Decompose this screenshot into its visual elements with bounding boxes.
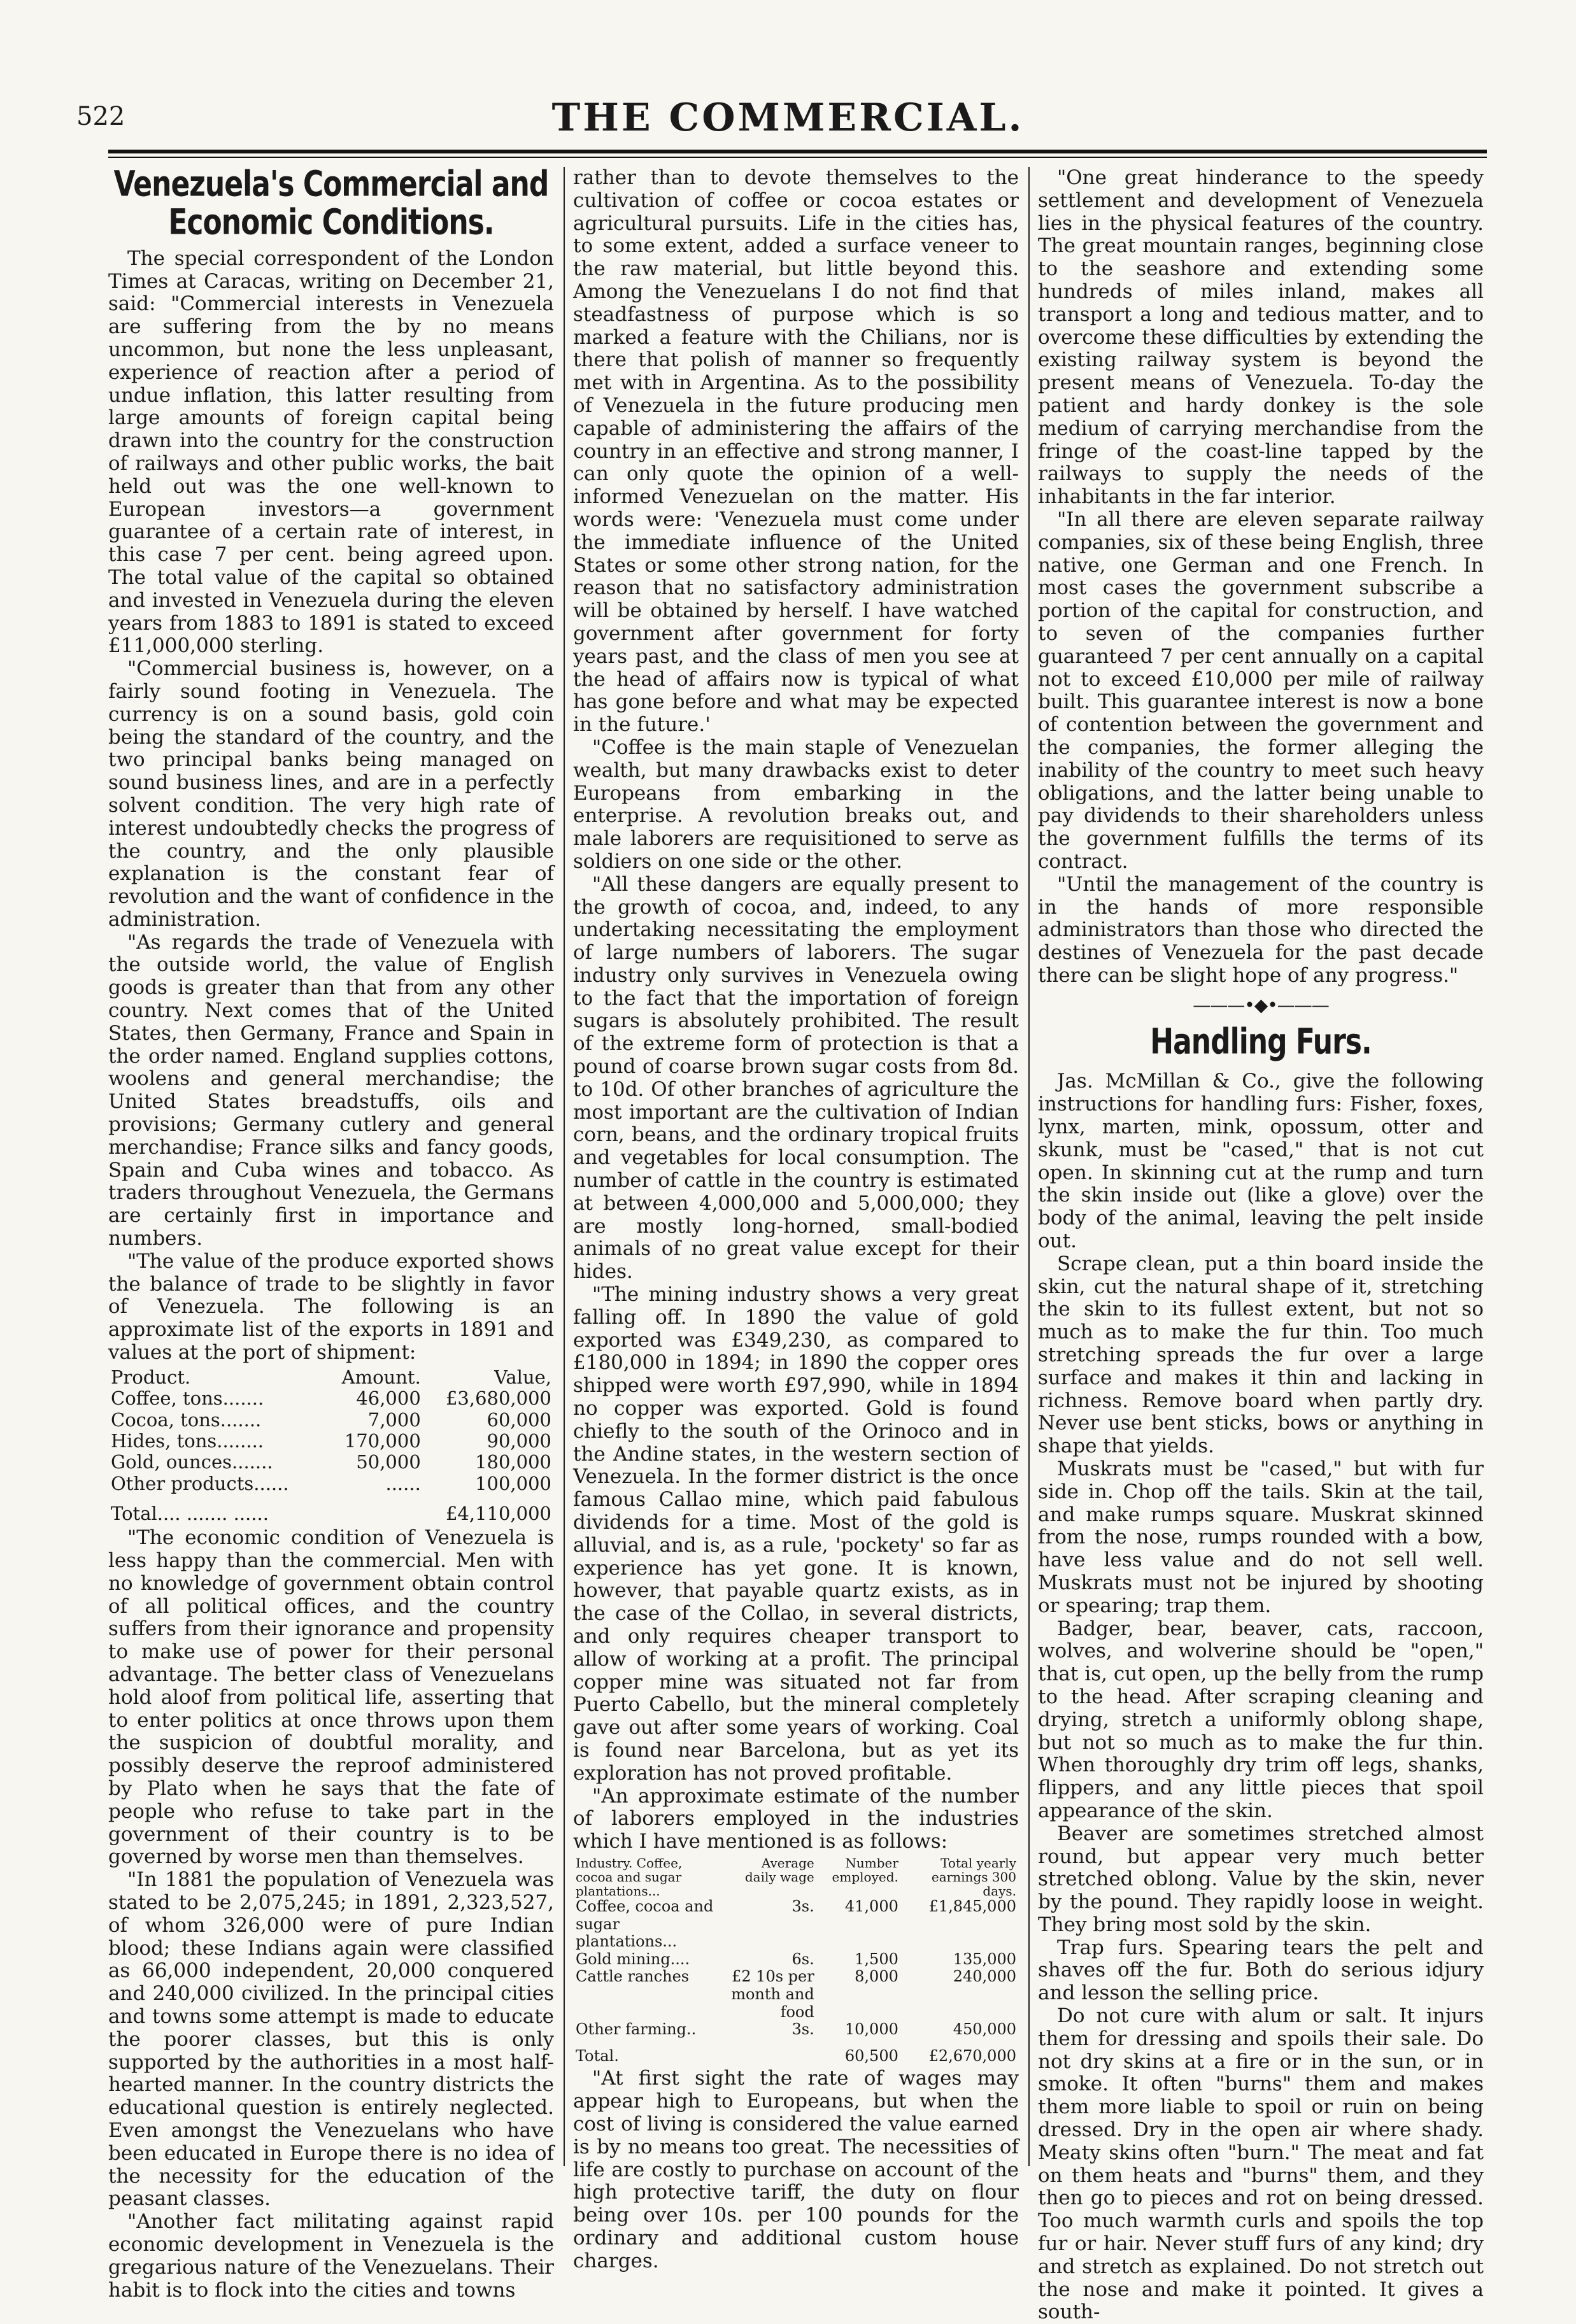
paragraph: Trap furs. Spearing tears the pelt and shaves off the fur. Both do serious idjury and lesson the selling price.: [1038, 1936, 1484, 2005]
table-cell: Hides, tons........: [111, 1429, 264, 1452]
table-cell: £3,680,000: [445, 1387, 551, 1410]
exports-table: [108, 1367, 554, 1524]
table-cell: Gold, ounces.......: [111, 1451, 273, 1473]
table-header-row: [573, 1856, 1019, 1898]
table-cell: [725, 2039, 817, 2065]
table-cell: [324, 1494, 423, 1524]
table-cell: 41,000: [844, 1897, 898, 1915]
table-cell: ......: [385, 1472, 421, 1494]
paragraph: "The mining industry shows a very great falling off. In 1890 the value of gold exported was £349,230, as compared to £180,000 in 1894; in 1890 the copper ores shipped were worth £97,990, while in 1894 no copper was exported. Gold is found chiefly to the south of the Orinoco and in the Andine states, in the western section of Venezuela. In the former district is the once famous Callao mine, which paid fabulous dividends for a time. Most of the gold is alluvial, and is, as a rule, 'pockety' so far as experience has yet gone. It is known, however, that payable quartz exists, as in the case of the Collao, in several districts, and only requires cheaper transport to allow of working at a profit. The principal copper mine was situated not far from Puerto Cabello, but the mineral completely gave out after some years of working. Coal is found near Barcelona, but as yet its exploration has not proved profitable.: [573, 1283, 1019, 1785]
section-divider-ornament: ———•◆•———: [1193, 994, 1329, 1016]
paragraph: "In 1881 the population of Venezuela was stated to be 2,075,245; in 1891, 2,323,527, of whom 326,000 were of pure Indian blood; these Indians again were classified as 66,000 independent, 20,000 conquered and 240,000 civilized. In the principal cities and towns some attempt is made to educate the poorer classes, but this is only supported by the authorities in a most half-hearted manner. In the country districts the educational question is entirely neglected. Even amongst the Venezuelans who have been educated in Europe there is no idea of the necessity for the education of the peasant classes.: [108, 1868, 554, 2211]
table-header: Value,: [494, 1366, 551, 1388]
table-header: Amount.: [341, 1366, 421, 1388]
table-cell: Gold mining....: [576, 1950, 690, 1968]
table-header: Number employed.: [832, 1855, 898, 1885]
table-cell: 135,000: [953, 1950, 1016, 1968]
table-header: Total yearly earnings 300 days.: [931, 1855, 1016, 1899]
paragraph: "All these dangers are equally present to the growth of cocoa, and, indeed, to any undertaking necessitating the employment of large numbers of laborers. The sugar industry only survives in Venezuela owing to the fact that the importation of foreign sugars is absolutely prohibited. The result of the extreme form of protection is that a pound of coarse brown sugar costs from 8d. to 10d. Of other branches of agriculture the most important are the cultivation of Indian corn, beans, and the ordinary tropical fruits and vegetables for local consumption. The number of cattle in the country is estimated at between 4,000,000 and 5,000,000; they are mostly long-horned, small-bodied animals of no great value except for their hides.: [573, 872, 1019, 1284]
table-cell: 3s.: [792, 2020, 814, 2039]
table-cell: £1,845,000: [928, 1897, 1016, 1915]
paragraph: Muskrats must be "cased," but with fur side in. Chop off the tails. Skin at the tail, and make rumps square. Muskrat skinned from the nose, rumps rounded with a bow, have less value and do not sell well. Muskrats must not be injured by shooting or spearing; trap them.: [1038, 1457, 1484, 1617]
paragraph: rather than to devote themselves to the cultivation of coffee or cocoa estates or agricultural pursuits. Life in the cities has, to some extent, added a surface veneer to the raw material, but little beyond this. Among the Venezuelans I do not find that steadfastness of purpose which is so marked a feature with the Chilians, nor is there that polish of manner so frequently met with in Argentina. As to the possibility of Venezuela in the future producing men capable of administering the affairs of the country in an effective and strong manner, I can only quote the opinion of a well-informed Venezuelan on the matter. His words were: 'Venezuela must come under the immediate influence of the United States or some other strong nation, for the reason that no satisfactory administration will be obtained by herself. I have watched government after government for forty years past, and the class of men you see at the head of affairs now is typical of what has gone before and what may be expected in the future.': [573, 166, 1019, 737]
table-cell: Total.: [576, 2046, 619, 2065]
page-number: 522: [76, 102, 125, 131]
table-cell: 60,000: [486, 1408, 551, 1431]
table-cell: 60,500: [844, 2046, 898, 2065]
paragraph: The special correspondent of the London Times at Caracas, writing on December 21, said: "Commercial interests in Venezuela are suffering from the by no means uncommon, but none the less unpleasant, experience of reaction after a period of undue inflation, this latter resulting from large amounts of foreign capital being drawn into the country for the construction of railways and other public works, the bait held out was the one well-known to European investors—a government guarantee of a certain rate of interest, in this case 7 per cent. being agreed upon. The total value of the capital so obtained and invested in Venezuela during the eleven years from 1883 to 1891 is stated to exceed £11,000,000 sterling.: [108, 246, 554, 658]
page-header: [0, 0, 1576, 153]
paragraph: Scrape clean, put a thin board inside the skin, cut the natural shape of it, stretching the skin to its fullest extent, but not so much as to make the fur thin. Too much stretching spreads the fur over a large surface and makes it thin and lacking in richness. Remove board when partly dry. Never use bent sticks, bows or anything in shape that yields.: [1038, 1252, 1484, 1458]
paragraph: "An approximate estimate of the number of laborers employed in the industries which I have mentioned is as follows:: [573, 1784, 1019, 1853]
column-3: [1038, 166, 1484, 2324]
article-title-furs: Handling Furs.: [1150, 1021, 1372, 1063]
article-title-venezuela: Venezuela's Commercial and Economic Conditions.: [113, 164, 549, 243]
table-cell: Coffee, cocoa and sugar plantations...: [576, 1897, 714, 1951]
table-cell: 180,000: [475, 1451, 551, 1473]
paragraph: "Another fact militating against rapid economic development in Venezuela is the gregarious nature of the Venezuelans. Their habit is to flock into the cities and towns: [108, 2210, 554, 2302]
table-header: Average daily wage: [744, 1855, 814, 1885]
column-divider: [564, 167, 565, 2166]
labor-table: [573, 1856, 1019, 2065]
table-cell: 8,000: [855, 1967, 898, 1986]
table-cell: 100,000: [475, 1472, 551, 1494]
table-cell: 240,000: [953, 1967, 1016, 1986]
table-row: [108, 1388, 554, 1409]
table-cell: Other farming..: [576, 2020, 697, 2039]
header-rule: [108, 150, 1487, 153]
table-row: [573, 1968, 1019, 2021]
column-1: [108, 164, 554, 2302]
masthead: THE COMMERCIAL.: [551, 96, 1025, 140]
paragraph: "The value of the produce exported shows the balance of trade to be slightly in favor of Venezuela. The following is an approximate list of the exports in 1891 and values at the port of shipment:: [108, 1249, 554, 1364]
paragraph: "At first sight the rate of wages may appear high to Europeans, but when the cost of living is considered the value earned is by no means too great. The necessities of life are costly to purchase on account of the high protective tariff, the duty on flour being over 10s. per 100 pounds for the ordinary and additional custom house charges.: [573, 2067, 1019, 2272]
table-row: [573, 1951, 1019, 1969]
table-cell: 3s.: [792, 1897, 814, 1915]
table-row: [108, 1431, 554, 1452]
table-row: [108, 1473, 554, 1494]
table-header-row: [108, 1367, 554, 1388]
table-cell: £2,670,000: [928, 2046, 1016, 2065]
paragraph: "As regards the trade of Venezuela with the outside world, the value of English goods is greater than that from any other country. Next comes that of the United States, then Germany, France and Spain in the order named. England supplies cottons, woolens and general merchandise; the United States breadstuffs, oils and provisions; Germany cutlery and general merchandise; France silks and fancy goods, Spain and Cuba wines and tobacco. As traders throughout Venezuela, the Germans are certainly first in importance and numbers.: [108, 930, 554, 1251]
paragraph: Jas. McMillan & Co., give the following instructions for handling furs: Fisher, foxes, lynx, marten, mink, opossum, otter and skunk, must be "cased," that is not cut open. In skinning cut at the rump and turn the skin inside out (like a glove) over the body of the animal, leaving the pelt inside out.: [1038, 1070, 1484, 1252]
paragraph: Do not cure with alum or salt. It injurs them for dressing and spoils their sale. Do not dry skins at a fire or in the sun, or in smoke. It often "burns" them and makes them more liable to spoil or ruin on being dressed. Dry in the open air where shady. Meaty skins often "burn." The meat and fat on them heats and "burns" them, and they then go to pieces and rot on being dressed. Too much warmth curls and spoils the top fur or hair. Never stuff furs of any kind; dry and stretch as explained. Do not stretch out the nose and make it pointed. It gives a south-: [1038, 2004, 1484, 2324]
table-cell: £4,110,000: [445, 1502, 551, 1524]
table-row: [573, 1898, 1019, 1951]
paragraph: "The economic condition of Venezuela is less happy than the commercial. Men with no knowledge of government obtain control of all political offices, and the country suffers from their ignorance and propensity to make use of power for their personal advantage. The better class of Venezuelans hold aloof from political life, asserting that to enter politics at once throws upon them the suspicion of doubtful morality, and possibly deserve the reproof administered by Plato when he says that the fate of people who refuse to take part in the government of their country is to be governed by worse men than themselves.: [108, 1526, 554, 1869]
column-2: [573, 166, 1019, 2272]
table-row: [573, 2021, 1019, 2039]
paragraph: "Coffee is the main staple of Venezuelan wealth, but many drawbacks exist to deter Europeans from embarking in the enterprise. A revolution breaks out, and male laborers are requisitioned to serve as soldiers on one side or the other.: [573, 735, 1019, 873]
table-total-row: [108, 1494, 554, 1524]
paragraph: Beaver are sometimes stretched almost round, but appear very much better stretched oblong. Value by the skin, never by the pound. They rapidly loose in weight. They bring most sold by the skin.: [1038, 1822, 1484, 1936]
table-cell: £2 10s per month and food: [731, 1967, 814, 2021]
table-cell: Other products......: [111, 1472, 289, 1494]
paragraph: "Until the management of the country is in the hands of more responsible administrators than those who directed the destines of Venezuela for the past decade there can be slight hope of any progress.": [1038, 872, 1484, 987]
table-cell: Total.... ....... ......: [111, 1502, 269, 1524]
table-cell: 90,000: [486, 1429, 551, 1452]
table-row: [108, 1410, 554, 1431]
paragraph: "One great hinderance to the speedy settlement and development of Venezuela lies in the physical features of the country. The great mountain ranges, beginning close to the seashore and extending some hundreds of miles inland, makes all transport a long and tedious matter, and to overcome these difficulties by extending the existing railway system is beyond the present means of Venezuela. To-day the patient and hardy donkey is the sole medium of carrying merchandise from the fringe of the coast-line tapped by the railways to supply the needs of the inhabitants in the far interior.: [1038, 166, 1484, 509]
paragraph: "Commercial business is, however, on a fairly sound footing in Venezuela. The currency is on a sound basis, gold coin being the standard of the country, and the two principal banks being managed on sound business lines, and are in a perfectly solvent condition. The very high rate of interest undoubtedly checks the progress of the country, and the only plausible explanation is the constant fear of revolution and the want of confidence in the administration.: [108, 657, 554, 931]
column-divider: [1028, 167, 1030, 2166]
table-total-row: [573, 2039, 1019, 2065]
table-row: [108, 1452, 554, 1473]
table-cell: 50,000: [356, 1451, 421, 1473]
table-cell: 7,000: [367, 1408, 421, 1431]
table-cell: 170,000: [344, 1429, 421, 1452]
table-cell: 6s.: [792, 1950, 814, 1968]
table-cell: 450,000: [953, 2020, 1016, 2039]
table-header: Product.: [111, 1366, 191, 1388]
table-header: Industry. Coffee, cocoa and sugar plantations...: [576, 1855, 683, 1899]
table-cell: Cocoa, tons.......: [111, 1408, 262, 1431]
table-cell: 46,000: [356, 1387, 421, 1410]
paragraph: "In all there are eleven separate railway companies, six of these being English, three native, one German and one French. In most cases the government subscribe a portion of the capital for construction, and to seven of the companies further guaranteed 7 per cent annually on a capital not to exceed £10,000 per mile of railway built. This guarantee interest is now a bone of contention between the government and the companies, the former alleging the inability of the country to meet such heavy obligations, and the latter being unable to pay dividends to their shareholders unless the government fulfills the terms of its contract.: [1038, 507, 1484, 873]
table-cell: 10,000: [844, 2020, 898, 2039]
table-cell: 1,500: [855, 1950, 898, 1968]
table-cell: Coffee, tons.......: [111, 1387, 264, 1410]
paragraph: Badger, bear, beaver, cats, raccoon, wolves, and wolverine should be "open," that is, cut open, up the belly from the rump to the head. After scraping cleaning and drying, stretch a uniformly oblong shape, but not so much as to make the fur thin. When thoroughly dry trim off legs, shanks, flippers, and any little pieces that spoil appearance of the skin.: [1038, 1617, 1484, 1822]
table-cell: Cattle ranches: [576, 1967, 690, 1986]
